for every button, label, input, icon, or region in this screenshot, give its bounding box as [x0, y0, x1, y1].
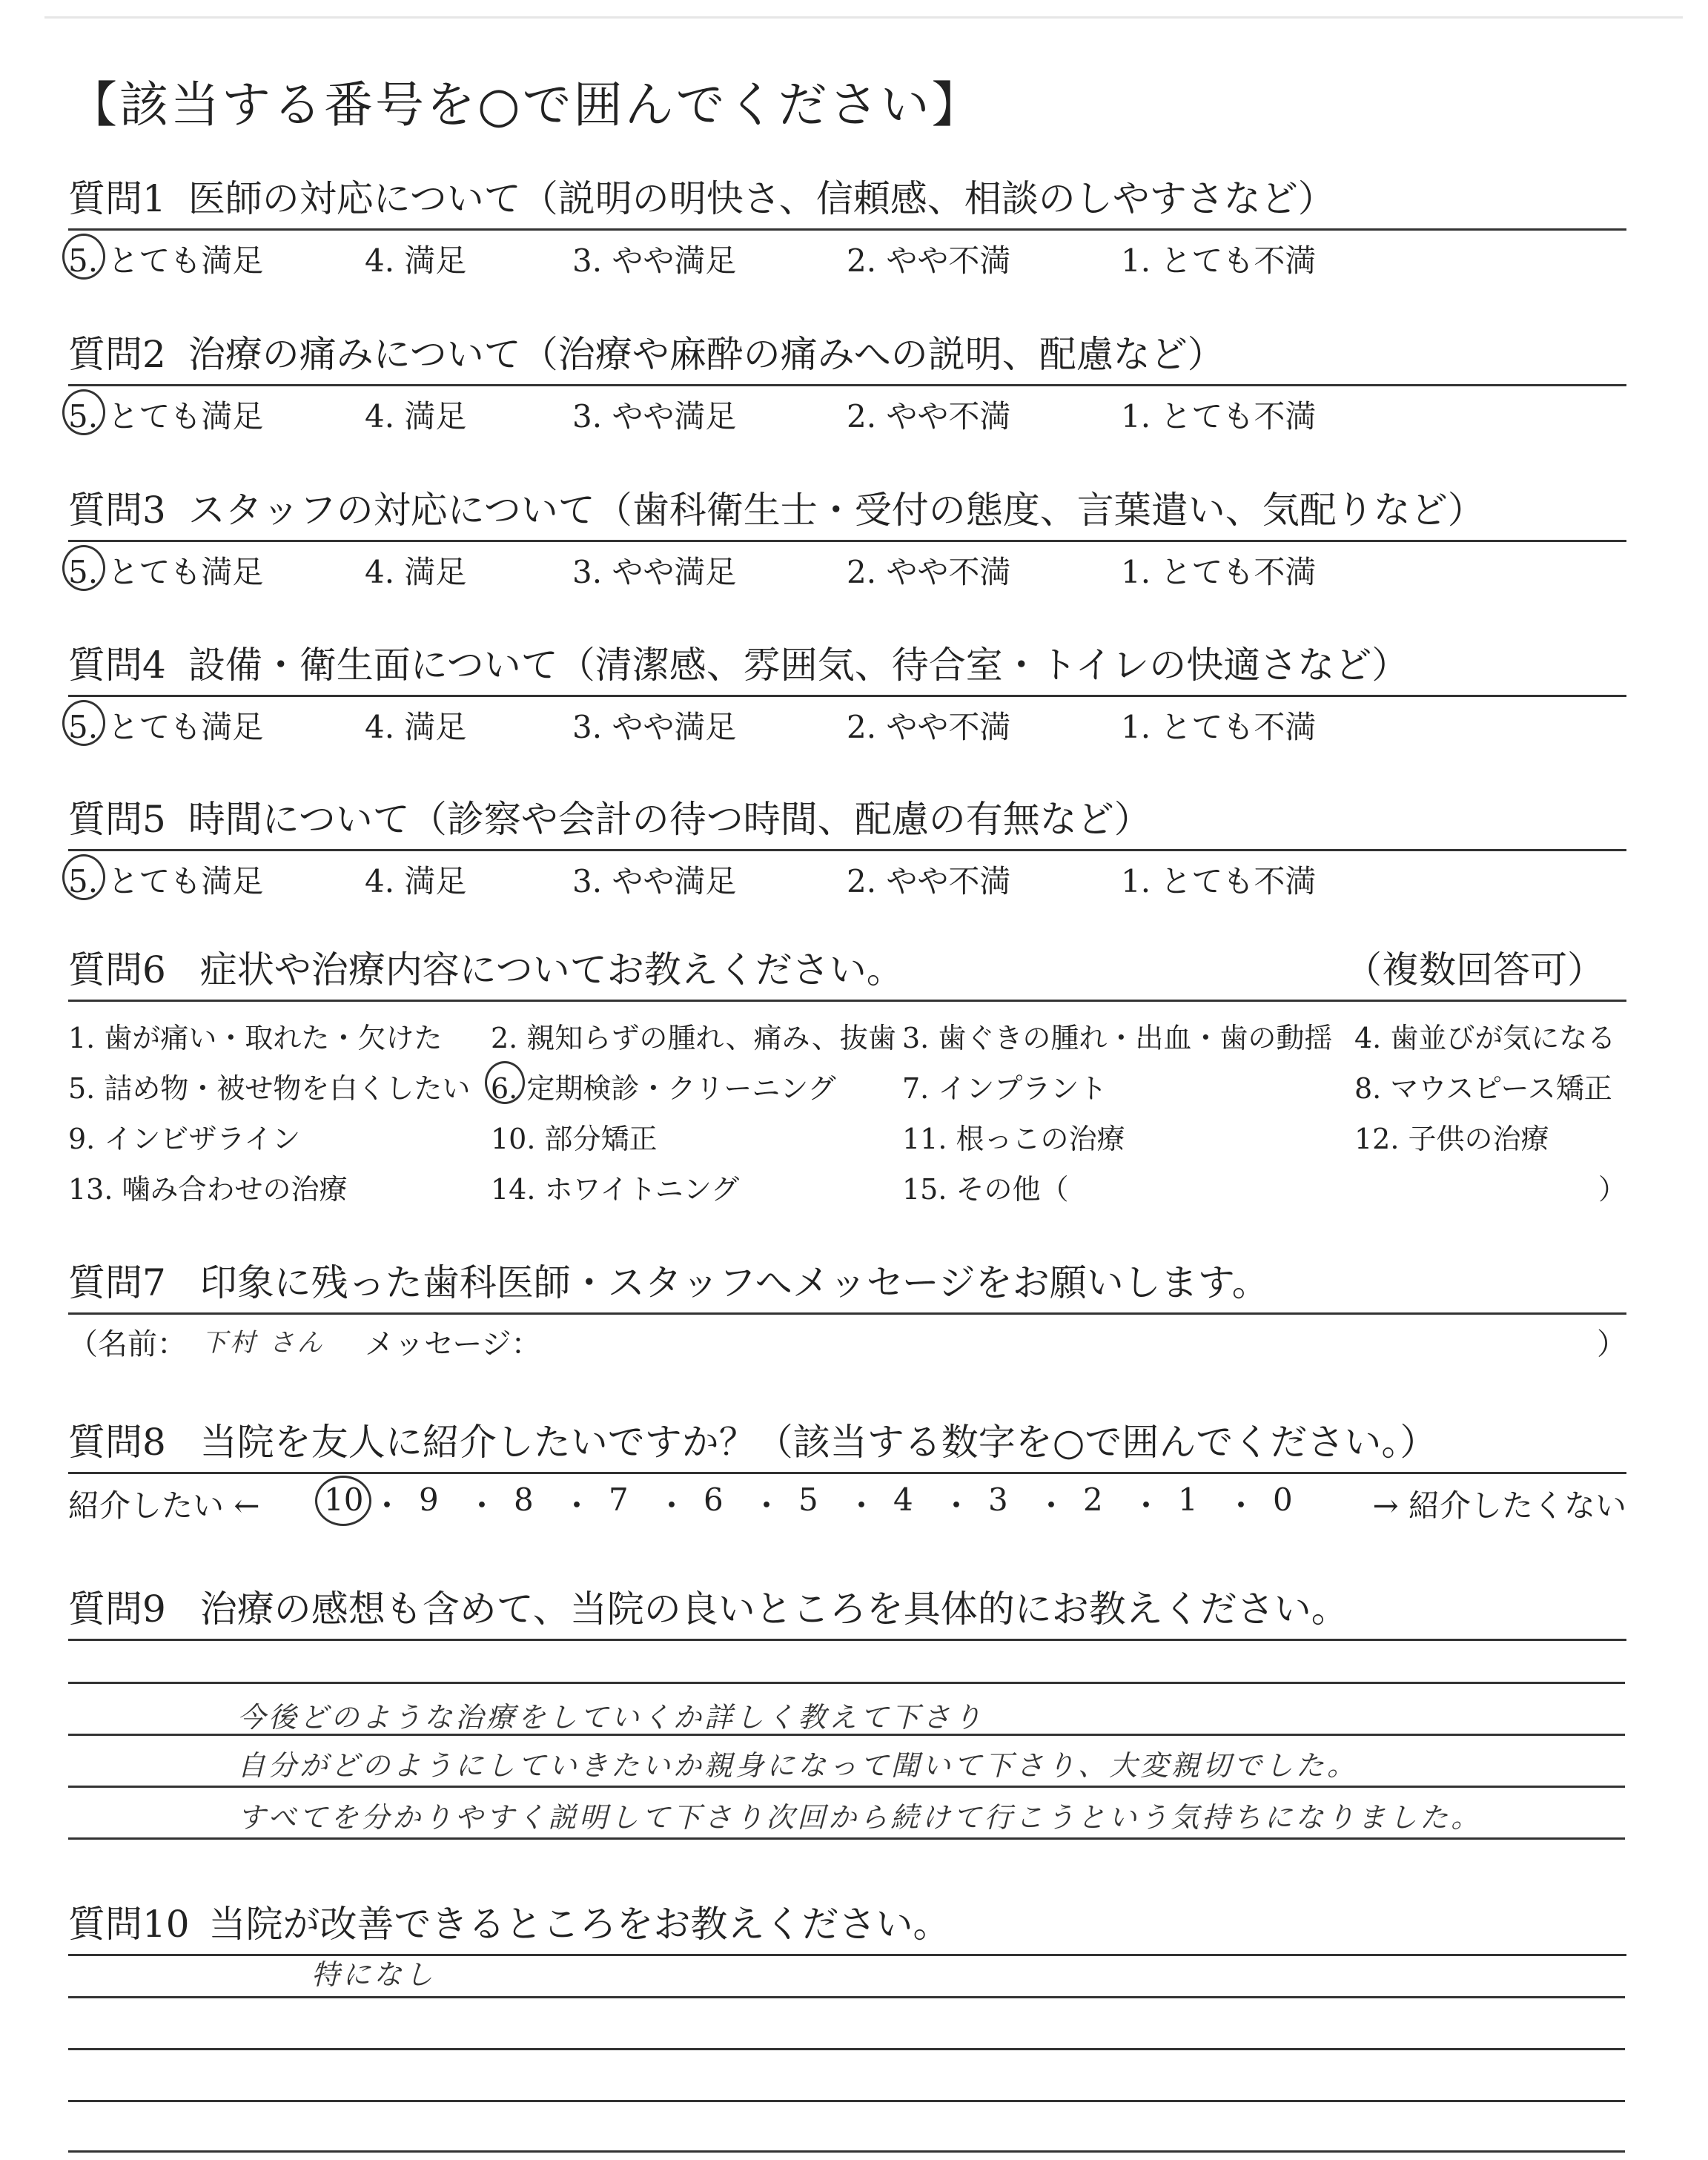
- question-label: 質問2: [68, 333, 166, 376]
- treatment-option[interactable]: 13. 噛み合わせの治療: [68, 1173, 348, 1206]
- question-5: [68, 790, 1626, 899]
- rating-option[interactable]: 3. やや満足: [572, 709, 737, 745]
- question-text: 時間について（診察や会計の待つ時間、配慮の有無など）: [188, 798, 1151, 841]
- question-text: スタッフの対応について（歯科衛生士・受付の態度、言葉遣い、気配りなど）: [188, 489, 1485, 532]
- question-7-title: [68, 1253, 1626, 1307]
- treatment-option[interactable]: 2. 親知らずの腫れ、痛み、抜歯: [491, 1022, 896, 1054]
- question-1: [68, 169, 1626, 279]
- other-close-paren: ）: [1598, 1173, 1626, 1206]
- name-label: （名前：: [68, 1327, 187, 1361]
- scale-right-label: → 紹介したくない: [1372, 1487, 1626, 1524]
- treatment-option[interactable]: 10. 部分矯正: [491, 1123, 658, 1155]
- question-text: 症状や治療内容についてお教えください。: [199, 948, 904, 991]
- q9-answer-line-3[interactable]: すべてを分かりやすく説明して下さり次回から続けて行こうという気持ちになりました。: [237, 1801, 1483, 1834]
- multiple-answer-note: （複数回答可）: [1345, 948, 1604, 991]
- scale-separator: ・: [1225, 1487, 1257, 1524]
- answer-line: [68, 1786, 1625, 1788]
- rating-options: [68, 542, 1626, 590]
- scale-number[interactable]: 9: [419, 1482, 439, 1518]
- selection-circle: [62, 854, 105, 900]
- scale-number[interactable]: 3: [988, 1482, 1008, 1518]
- page-heading: 【該当する番号を○で囲んでください】: [68, 76, 983, 133]
- treatment-option[interactable]: 4. 歯並びが気になる: [1354, 1022, 1616, 1054]
- question-label: 質問1: [68, 177, 166, 220]
- question-6: [68, 940, 1626, 1209]
- question-label: 質問7: [68, 1261, 166, 1304]
- rating-options: [68, 386, 1626, 435]
- selection-circle: [62, 700, 105, 746]
- question-10-title: [68, 1895, 1626, 1948]
- q9-answer-line-1[interactable]: 今後どのような治療をしていくか詳しく教えて下さり: [237, 1701, 985, 1734]
- rating-option[interactable]: 3. やや満足: [572, 398, 737, 435]
- scale-number[interactable]: 2: [1083, 1482, 1103, 1518]
- question-text: 治療の痛みについて（治療や麻酔の痛みへの説明、配慮など）: [188, 333, 1225, 376]
- rating-option[interactable]: 1. とても不満: [1121, 863, 1317, 899]
- scale-number[interactable]: 0: [1273, 1482, 1293, 1518]
- rating-option[interactable]: 2. やや不満: [847, 863, 1011, 899]
- rating-option[interactable]: 1. とても不満: [1121, 398, 1317, 435]
- rating-option[interactable]: 4. 満足: [365, 554, 467, 590]
- handwritten-name[interactable]: 下村 さん: [202, 1328, 325, 1358]
- question-3-title: [68, 480, 1626, 534]
- answer-line: [68, 1837, 1625, 1840]
- question-text: 当院が改善できるところをお教えください。: [208, 1903, 950, 1946]
- recommend-scale: [68, 1474, 1626, 1526]
- scale-separator: ・: [1131, 1487, 1162, 1524]
- question-label: 質問9: [68, 1588, 166, 1631]
- question-2: [68, 325, 1626, 435]
- question-rule: [68, 1639, 1626, 1641]
- rating-option[interactable]: 1. とても不満: [1121, 242, 1317, 279]
- selection-circle: [62, 234, 105, 280]
- scale-separator: ・: [1036, 1487, 1068, 1524]
- rating-option[interactable]: 1. とても不満: [1121, 709, 1317, 745]
- scale-separator: ・: [751, 1487, 783, 1524]
- question-label: 質問8: [68, 1421, 166, 1464]
- q10-answer-line-1[interactable]: 特になし: [311, 1958, 437, 1991]
- scale-number[interactable]: 10: [324, 1482, 364, 1518]
- rating-option[interactable]: 4. 満足: [365, 242, 467, 279]
- rating-option[interactable]: 4. 満足: [365, 398, 467, 435]
- treatment-option[interactable]: 14. ホワイトニング: [491, 1173, 740, 1206]
- selection-circle: [315, 1476, 371, 1526]
- question-4-title: [68, 635, 1626, 689]
- rating-option[interactable]: 4. 満足: [365, 863, 467, 899]
- question-5-title: [68, 790, 1626, 843]
- rating-option[interactable]: 2. やや不満: [847, 242, 1011, 279]
- close-paren: ）: [1597, 1327, 1626, 1361]
- question-text: 設備・衛生面について（清潔感、雰囲気、待合室・トイレの快適さなど）: [188, 644, 1409, 687]
- treatment-option[interactable]: 8. マウスピース矯正: [1354, 1072, 1612, 1105]
- answer-line: [68, 1996, 1625, 1998]
- question-4: [68, 635, 1626, 745]
- treatment-option[interactable]: 6. 定期検診・クリーニング: [491, 1072, 836, 1105]
- scale-number[interactable]: 7: [609, 1482, 629, 1518]
- question-2-title: [68, 325, 1626, 378]
- scale-left-label: 紹介したい ←: [68, 1487, 260, 1524]
- rating-option[interactable]: 2. やや不満: [847, 554, 1011, 590]
- question-label: 質問6: [68, 948, 166, 991]
- question-label: 質問10: [68, 1903, 190, 1946]
- rating-option[interactable]: 1. とても不満: [1121, 554, 1317, 590]
- rating-option[interactable]: 5. とても満足: [68, 554, 264, 590]
- rating-option[interactable]: 5. とても満足: [68, 398, 264, 435]
- scale-number[interactable]: 8: [514, 1482, 534, 1518]
- answer-line: [68, 2150, 1625, 2153]
- top-rule: [44, 16, 1683, 19]
- rating-option[interactable]: 3. やや満足: [572, 863, 737, 899]
- scale-separator: ・: [656, 1487, 688, 1524]
- question-9: [68, 1579, 1626, 1641]
- scale-number[interactable]: 5: [798, 1482, 818, 1518]
- scale-number[interactable]: 6: [704, 1482, 724, 1518]
- treatment-option[interactable]: 3. 歯ぐきの腫れ・出血・歯の動揺: [902, 1022, 1333, 1054]
- rating-option[interactable]: 2. やや不満: [847, 398, 1011, 435]
- question-8: [68, 1413, 1626, 1526]
- question-8-title: [68, 1413, 1626, 1466]
- treatment-option[interactable]: 9. インビザライン: [68, 1123, 301, 1155]
- q6-item-grid: [68, 1002, 1626, 1209]
- scale-separator: ・: [846, 1487, 878, 1524]
- question-10: [68, 1895, 1626, 1956]
- scale-separator: ・: [561, 1487, 593, 1524]
- scale-separator: ・: [941, 1487, 973, 1524]
- question-3: [68, 480, 1626, 590]
- scale-number[interactable]: 4: [893, 1482, 913, 1518]
- question-text: 当院を友人に紹介したいですか？（該当する数字を○で囲んでください。）: [199, 1421, 1437, 1464]
- question-6-title: [68, 940, 1626, 994]
- treatment-option[interactable]: 1. 歯が痛い・取れた・欠けた: [68, 1022, 443, 1054]
- answer-line: [68, 2048, 1625, 2050]
- treatment-option[interactable]: 5. 詰め物・被せ物を白くしたい: [68, 1072, 471, 1105]
- question-7: [68, 1253, 1626, 1359]
- question-text: 医師の対応について（説明の明快さ、信頼感、相談のしやすさなど）: [188, 177, 1335, 220]
- question-text: 治療の感想も含めて、当院の良いところを具体的にお教えください。: [199, 1588, 1348, 1631]
- rating-option[interactable]: 5. とても満足: [68, 863, 264, 899]
- rating-options: [68, 231, 1626, 279]
- question-label: 質問3: [68, 489, 166, 532]
- q9-answer-line-2[interactable]: 自分がどのようにしていきたいか親身になって聞いて下さり、大変親切でした。: [237, 1749, 1359, 1782]
- question-label: 質問5: [68, 798, 166, 841]
- q7-answer-row: [68, 1315, 1626, 1359]
- treatment-option[interactable]: 15. その他（: [902, 1173, 1069, 1206]
- selection-circle: [485, 1061, 525, 1104]
- treatment-option[interactable]: 7. インプラント: [902, 1072, 1108, 1105]
- rating-options: [68, 851, 1626, 899]
- question-rule: [68, 1954, 1626, 1956]
- answer-line: [68, 1682, 1625, 1684]
- rating-option[interactable]: 2. やや不満: [847, 709, 1011, 745]
- rating-options: [68, 697, 1626, 745]
- question-1-title: [68, 169, 1626, 222]
- scale-separator: ・: [371, 1487, 403, 1524]
- scale-separator: ・: [466, 1487, 498, 1524]
- treatment-option[interactable]: 12. 子供の治療: [1354, 1123, 1549, 1155]
- answer-line: [68, 2100, 1625, 2102]
- selection-circle: [62, 545, 105, 591]
- question-label: 質問4: [68, 644, 166, 687]
- question-text: 印象に残った歯科医師・スタッフへメッセージをお願いします。: [199, 1261, 1269, 1304]
- rating-option[interactable]: 4. 満足: [365, 709, 467, 745]
- selection-circle: [62, 389, 105, 435]
- rating-option[interactable]: 5. とても満足: [68, 242, 264, 279]
- message-label: メッセージ：: [365, 1327, 541, 1361]
- scale-number[interactable]: 1: [1178, 1482, 1198, 1518]
- rating-option[interactable]: 3. やや満足: [572, 242, 737, 279]
- rating-option[interactable]: 3. やや満足: [572, 554, 737, 590]
- rating-option[interactable]: 5. とても満足: [68, 709, 264, 745]
- treatment-option[interactable]: 11. 根っこの治療: [902, 1123, 1125, 1155]
- question-9-title: [68, 1579, 1626, 1633]
